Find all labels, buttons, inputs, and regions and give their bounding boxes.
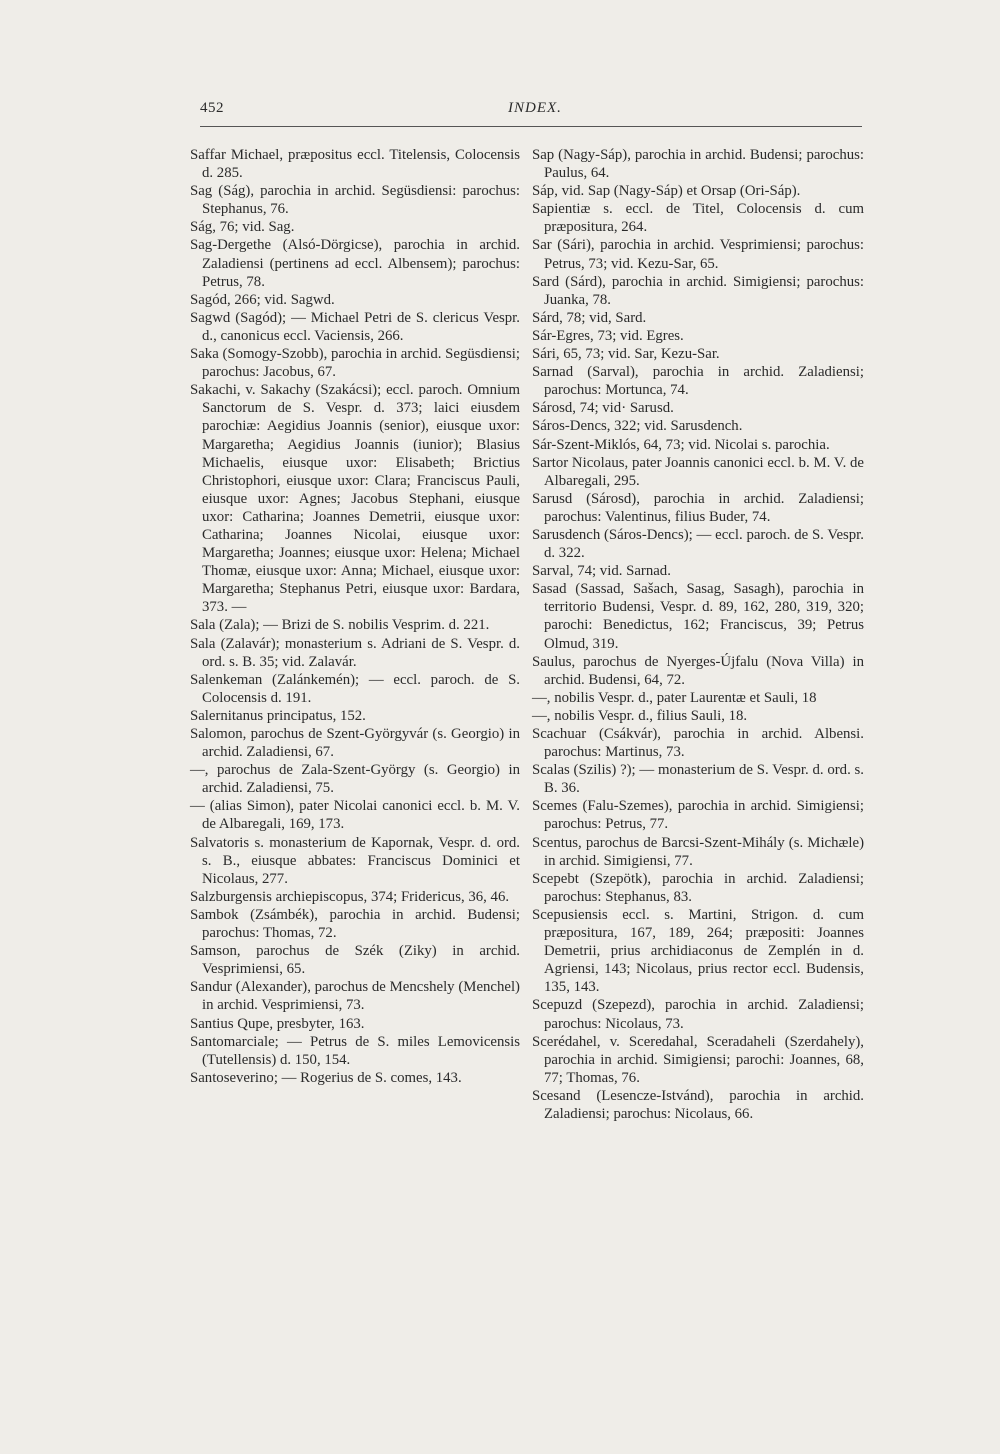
index-entry: Sáp, vid. Sap (Nagy-Sáp) et Orsap (Ori-Sáp).	[532, 183, 801, 200]
header-rule	[200, 126, 862, 127]
index-entry: Santoseverino; — Rogerius de S. comes, 143.	[190, 1069, 462, 1086]
page-number: 452	[200, 100, 224, 116]
index-entry: Scepebt (Szepötk), parochia in archid. Zaladiensi; parochus: Stephanus, 83.	[532, 870, 864, 905]
index-entry: Scepusiensis eccl. s. Martini, Strigon. d. cum præpositura, 167, 189, 264; præpositi: Joannes Demetrii, prius archidiaconus de Zemplén in d. Agriensi, 143; Nicolaus, prius rector eccl. Budensis, 135, 143.	[532, 906, 864, 996]
index-entry: Sár-Egres, 73; vid. Egres.	[532, 327, 684, 344]
index-entry: Sandur (Alexander), parochus de Mencshely (Menchel) in archid. Vesprimiensi, 73.	[190, 979, 520, 1014]
index-entry: Scemes (Falu-Szemes), parochia in archid. Simigiensi; parochus: Petrus, 77.	[532, 798, 864, 833]
index-entry: Sala (Zala); — Brizi de S. nobilis Vesprim. d. 221.	[190, 617, 490, 634]
index-entry: Sakachi, v. Sakachy (Szakácsi); eccl. paroch. Omnium Sanctorum de S. Vespr. d. 373; laici eiusdem parochiæ: Aegidius Joannis (senior), eiusque uxor: Margaretha; Aegidius Joannis (iunior); Blasius Michaelis, eiusque uxor: Elisabeth; Brictius Christophori, eiusque uxor: Clara; Franciscus Pauli, eiusque uxor: Agnes; Jacobus Stephani, eiusque uxor: Catharina; Joannes Demetrii, eiusque uxor: Catharina; Joannes Nicolai, eiusque uxor: Margaretha; Joannes; eiusque uxor: Helena; Michael Thomæ, eiusque uxor: Anna; Michael, eiusque uxor: Margaretha; Stephanus Petri, eiusque uxor: Bardara, 373. —	[190, 382, 520, 616]
index-entry: —, nobilis Vespr. d., pater Laurentæ et Sauli, 18	[532, 689, 817, 706]
index-entry: Saka (Somogy-Szobb), parochia in archid. Següsdiensi; parochus: Jacobus, 67.	[190, 346, 520, 381]
index-entry: —, parochus de Zala-Szent-György (s. Georgio) in archid. Zaladiensi, 75.	[190, 762, 520, 797]
index-entry: Saffar Michael, præpositus eccl. Titelensis, Colocensis d. 285.	[190, 147, 520, 182]
index-entry: Ság, 76; vid. Sag.	[190, 219, 295, 236]
index-entry: Salenkeman (Zalánkemén); — eccl. paroch. de S. Colocensis d. 191.	[190, 671, 520, 706]
index-entry: Sasad (Sassad, Sašach, Sasag, Sasagh), parochia in territorio Budensi, Vespr. d. 89, 162, 280, 319, 320; parochi: Benedictus, 162; Franciscus, 39; Petrus Olmud, 319.	[532, 581, 864, 652]
index-entry: Sambok (Zsámbék), parochia in archid. Budensi; parochus: Thomas, 72.	[190, 906, 520, 942]
page-header	[200, 96, 862, 128]
index-entry: Samson, parochus de Szék (Ziky) in archid. Vesprimiensi, 65.	[190, 943, 520, 978]
index-entry: Sárosd, 74; vid· Sarusd.	[532, 400, 674, 417]
index-entry: Santomarciale; — Petrus de S. miles Lemovicensis (Tutellensis) d. 150, 154.	[190, 1033, 520, 1068]
index-entry: Sala (Zalavár); monasterium s. Adriani de S. Vespr. d. ord. s. B. 35; vid. Zalavár.	[190, 635, 520, 670]
index-entry: Scerédahel, v. Sceredahal, Sceradaheli (Szerdahely), parochia in archid. Simigiensi; parochi: Joannes, 68, 77; Thomas, 76.	[532, 1033, 864, 1086]
index-entry: Scalas (Szilis) ?); — monasterium de S. Vespr. d. ord. s. B. 36.	[532, 762, 864, 797]
index-entry: Salzburgensis archiepiscopus, 374; Fridericus, 36, 46.	[190, 888, 510, 905]
index-entry: Sap (Nagy-Sáp), parochia in archid. Budensi; parochus: Paulus, 64.	[532, 147, 864, 182]
index-entry: Sarnad (Sarval), parochia in archid. Zaladiensi; parochus: Mortunca, 74.	[532, 364, 864, 399]
index-entry: Sarusdench (Sáros-Dencs); — eccl. paroch. de S. Vespr. d. 322.	[532, 526, 864, 562]
index-entry: Scachuar (Csákvár), parochia in archid. Albensi. parochus: Martinus, 73.	[532, 726, 864, 761]
right-column	[532, 146, 864, 1123]
index-entry: Sar (Sári), parochia in archid. Vesprimiensi; parochus: Petrus, 73; vid. Kezu-Sar, 65.	[532, 237, 864, 272]
index-entry: Sag (Ság), parochia in archid. Següsdiensi: parochus: Stephanus, 76.	[190, 183, 520, 218]
index-entry: Sarusd (Sárosd), parochia in archid. Zaladiensi; parochus: Valentinus, filius Buder, 74.	[532, 490, 864, 525]
index-entry: Salernitanus principatus, 152.	[190, 707, 366, 724]
index-entry: —, nobilis Vespr. d., filius Sauli, 18.	[532, 707, 748, 724]
index-entry: Salomon, parochus de Szent-Györgyvár (s. Georgio) in archid. Zaladiensi, 67.	[190, 726, 520, 761]
index-entry: Sapientiæ s. eccl. de Titel, Colocensis d. cum præpositura, 264.	[532, 201, 864, 236]
index-entry: Sári, 65, 73; vid. Sar, Kezu-Sar.	[532, 346, 720, 363]
index-entry: Sár-Szent-Miklós, 64, 73; vid. Nicolai s. parochia.	[532, 436, 830, 453]
index-entry: Sartor Nicolaus, pater Joannis canonici eccl. b. M. V. de Albaregali, 295.	[532, 454, 864, 489]
index-entry: Scepuzd (Szepezd), parochia in archid. Zaladiensi; parochus: Nicolaus, 73.	[532, 997, 864, 1032]
index-entry: Salvatoris s. monasterium de Kapornak, Vespr. d. ord. s. B., eiusque abbates: Franciscus Dominici et Nicolaus, 277.	[190, 834, 520, 887]
index-entry: Santius Qupe, presbyter, 163.	[190, 1015, 365, 1032]
index-entry: Sard (Sárd), parochia in archid. Simigiensi; parochus: Juanka, 78.	[532, 273, 864, 308]
index-entry: Sáros-Dencs, 322; vid. Sarusdench.	[532, 418, 743, 435]
index-entry: Sagwd (Sagód); — Michael Petri de S. clericus Vespr. d., canonicus eccl. Vaciensis, 266.	[190, 309, 520, 344]
index-entry: Saulus, parochus de Nyerges-Újfalu (Nova Villa) in archid. Budensi, 64, 72.	[532, 653, 864, 688]
index-entry: Scentus, parochus de Barcsi-Szent-Mihály (s. Michæle) in archid. Simigiensi, 77.	[532, 834, 864, 869]
index-entry: Scesand (Lesencze-Istvánd), parochia in archid. Zaladiensi; parochus: Nicolaus, 66.	[532, 1087, 864, 1122]
index-entry: Sarval, 74; vid. Sarnad.	[532, 563, 671, 580]
index-entry: — (alias Simon), pater Nicolai canonici eccl. b. M. V. de Albaregali, 169, 173.	[190, 798, 520, 833]
left-column	[190, 146, 520, 1087]
running-head: INDEX.	[508, 100, 562, 116]
index-entry: Sag-Dergethe (Alsó-Dörgicse), parochia in archid. Zaladiensi (pertinens ad eccl. Albensem); parochus: Petrus, 78.	[190, 237, 520, 290]
index-entry: Sagód, 266; vid. Sagwd.	[190, 291, 335, 308]
index-entry: Sárd, 78; vid, Sard.	[532, 309, 647, 326]
